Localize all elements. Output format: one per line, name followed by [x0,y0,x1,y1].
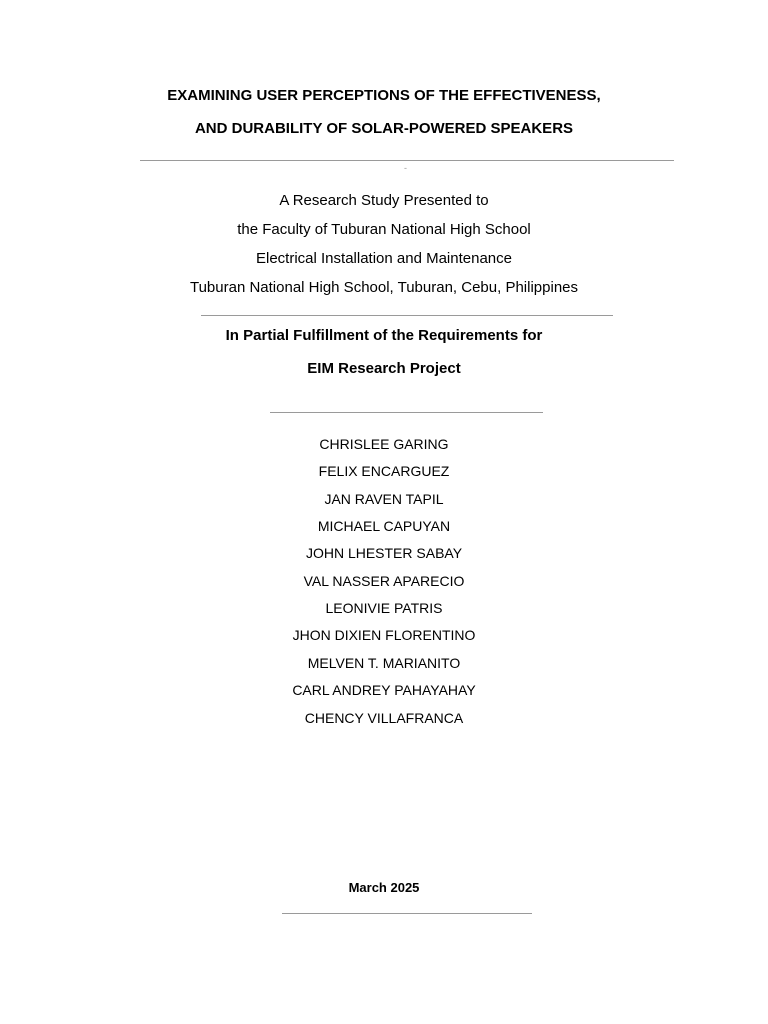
author-name: VAL NASSER APARECIO [303,573,465,589]
author-name: CHENCY VILLAFRANCA [304,710,464,726]
author-name: MELVEN T. MARIANITO [307,655,461,671]
authors-divider [270,412,543,413]
presented-line-2: the Faculty of Tuburan National High School [237,221,531,238]
author-name: JHON DIXIEN FLORENTINO [292,627,476,643]
fulfillment-line-1: In Partial Fulfillment of the Requirements for [225,327,543,344]
author-name: FELIX ENCARGUEZ [318,463,450,479]
author-name: JAN RAVEN TAPIL [324,491,444,507]
author-name: CHRISLEE GARING [319,436,449,452]
author-name: CARL ANDREY PAHAYAHAY [292,682,476,698]
author-name: MICHAEL CAPUYAN [317,518,451,534]
presented-divider [201,315,613,316]
title-divider [140,160,674,161]
author-name: LEONIVIE PATRIS [325,600,443,616]
document-date: March 2025 [348,880,420,895]
title-line-1: EXAMINING USER PERCEPTIONS OF THE EFFECTIVENESS, [167,87,601,104]
title-divider-tail: - [404,163,407,173]
author-name: JOHN LHESTER SABAY [305,545,463,561]
date-divider [282,913,532,914]
presented-line-3: Electrical Installation and Maintenance [256,250,512,267]
presented-line-4: Tuburan National High School, Tuburan, Cebu, Philippines [189,279,578,296]
fulfillment-line-2: EIM Research Project [307,360,461,377]
presented-line-1: A Research Study Presented to [279,192,489,209]
title-line-2: AND DURABILITY OF SOLAR-POWERED SPEAKERS [194,120,574,137]
